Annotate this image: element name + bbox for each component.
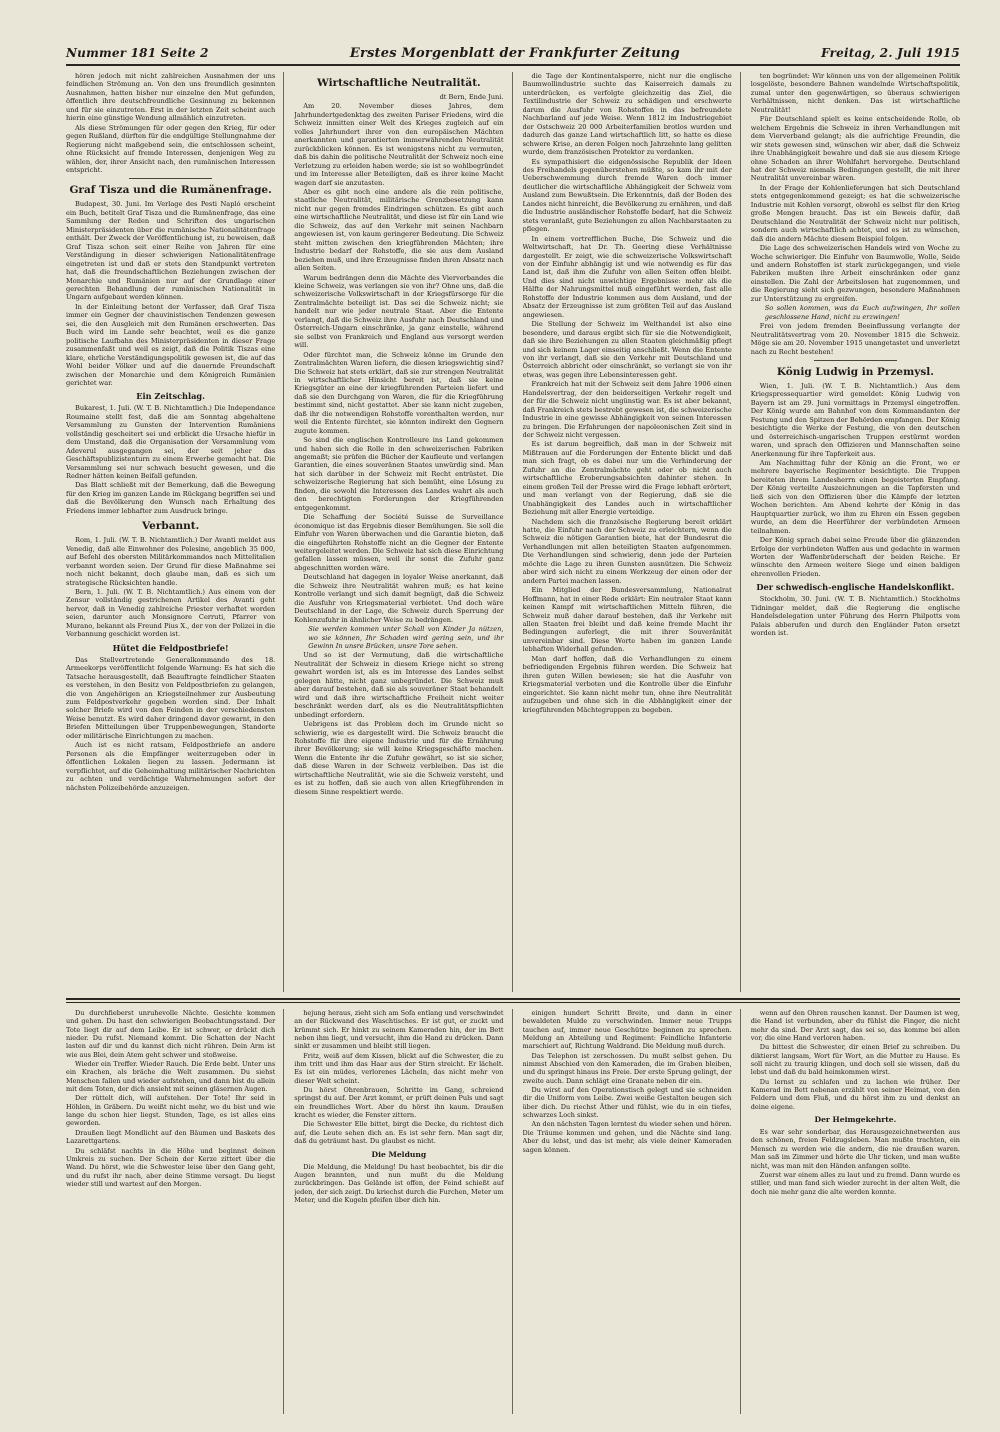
main-columns	[66, 72, 960, 992]
masthead	[66, 46, 960, 66]
headline-wirtschaft: Wirtschaftliche Neutralität.	[317, 77, 481, 89]
paragraph: Aber es gibt noch eine andere als die rein politische, staatliche Neutralität, militärische Grenzbesetzung kann nicht nur gegen fremdes Eindringen schützen. Es gibt auch eine wirtschaftliche Neutralität, und diese ist für ein Land wie die Schweiz, das auf den Verkehr mit seinen Nachbarn angewiesen ist, von kaum geringerer Bedeutung. Die Schweiz steht mitten zwischen den kriegführenden Mächten; ihre Industrie bedarf der Rohstoffe, die sie aus dem Ausland beziehen muß, und ihre Erzeugnisse finden ihren Absatz nach allen Seiten.	[294, 187, 504, 273]
paragraph: Stockholm, 30. Juni. (W. T. B. Nichtamtlich.) Stockholms Tidningar meldet, daß die Regierung die englische Handelsdelegation unter Führung des Herrn Philpotts vom Palais abberufen und durch den Engländer Paton ersetzt worden ist.	[750, 595, 960, 638]
feuilleton-column-4	[751, 1009, 960, 1414]
paragraph: Die Stellung der Schweiz im Welthandel ist also eine besondere, und daraus ergibt sich für sie die Notwendigkeit, daß sie ihre Beziehungen zu allen Staaten gleichmäßig pflegt und sich keinem Lager einseitig anschließt. Wenn die Entente von ihr verlangt, daß sie den Verkehr mit Deutschland und Österreich abbricht oder einschränkt, so verlangt sie von ihr etwas, was gegen ihre Lebensinteressen geht.	[522, 320, 732, 379]
paragraph: ten begründet: Wir können uns von der allgemeinen Politik losgelöste, besondere Bahnen wandelnde Wirtschaftspolitik, zumal unter den gegenwärtigen, so überaus schwierigen Verhältnissen, nicht denken. Das ist wirtschaftliche Neutralität!	[750, 72, 960, 114]
paragraph: Der König sprach dabei seine Freude über die glänzenden Erfolge der verbündeten Waffen aus und gedachte in warmen Worten der Waffenbrüderschaft der beiden Reiche. Er wünschte den Armeen weitere Siege und einen baldigen ehrenvollen Frieden.	[750, 536, 960, 578]
feuilleton-divider	[66, 998, 960, 1003]
paragraph: hejung heraus, zieht sich am Sofa entlang und verschwindet an der Rückwand des Waschtisches. Er ist gut, er zuckt und krümmt sich. Er hinkt zu seinem Kameraden hin, der im Bett neben ihm liegt, und versucht, ihm die Hand zu drücken. Dann sinkt er zusammen und bleibt still liegen.	[294, 1009, 504, 1051]
issue-number: Nummer 181 Seite 2	[66, 46, 209, 60]
feuilleton-column-1	[66, 1009, 284, 1414]
paragraph: Du schläfst nachts in die Höhe und beginnst deinen Umkreis zu suchen. Der Schein der Kerze zittert über die Wand. Du hörst, wie die Schwester leise über den Gang geht, und du rufst ihr nach, aber deine Stimme versagt. Du liegst wieder still und wartest auf den Morgen.	[66, 1146, 276, 1188]
paragraph: Wien, 1. Juli. (W. T. B. Nichtamtlich.) Aus dem Kriegspressequartier wird gemeldet: König Ludwig von Bayern ist am 29. Juni vormittags in Przemysl eingetroffen. Der König wurde am Bahnhof von dem Kommandanten der Festung und den Spitzen der Behörden empfangen. Der König besichtigte die Werke der Festung, die von den deutschen und österreichisch-ungarischen Truppen erstürmt worden waren, und sprach den Offizieren und Mannschaften seine Anerkennung für ihre Tapferkeit aus.	[750, 381, 960, 458]
paragraph: einigen hundert Schritt Breite, und dann in einer bewaldeten Mulde zu verschwinden. Immer neue Trupps tauchen auf, immer neue Geschütze beginnen zu sprechen. Meldung an Abteilung und Regiment: Feindliche Infanterie marschiert auf, Richtung Waldrand. Die Meldung muß durch.	[522, 1009, 732, 1051]
paragraph: Du hörst Ohrenbrauen, Schritte im Gang, schreiend springst du auf. Der Arzt kommt, er prüft deinen Puls und sagt ein freundliches Wort. Aber du hörst ihn kaum. Draußen kracht es wieder, die Fenster zittern.	[294, 1086, 504, 1120]
byline: dt Bern, Ende Juni.	[439, 93, 504, 101]
paragraph: Die Schwester Elle bittet, birgt die Decke, du richtest dich auf, die Leute sehen dich an. Es ist sehr fern. Man sagt dir, daß du geträumt hast. Du glaubst es nicht.	[294, 1120, 504, 1146]
paragraph: Draußen liegt Mondlicht auf den Bäumen und Baskets des Lazarettgartens.	[66, 1128, 276, 1146]
paragraph: Du durchfieberst unruhevolle Nächte. Gesichte kommen und gehen. Du hast den schwierigen Beobachtungsstand. Der Tote liegt dir auf dem Leibe. Er ist schwer, er drückt dich nieder. Du rufst. Niemand kommt. Die Schatten der Nacht lasten auf dir und du kannst dich nicht rühren. Dein Arm ist wie aus Blei, dein Atem geht schwer und stoßweise.	[66, 1009, 276, 1059]
column-3	[523, 72, 741, 992]
paragraph: Man darf hoffen, daß die Verhandlungen zu einem befriedigenden Ergebnis führen werden. Die Schweiz hat ihren guten Willen bewiesen; sie hat die Ausfuhr von Kriegsmaterial verboten und die Kontrolle über die Einfuhr eingerichtet. Sie kann nicht mehr tun, ohne ihre Neutralität aufzugeben und ohne sich in die Abhängigkeit einer der kriegführenden Mächtegruppen zu begeben.	[522, 654, 732, 714]
paragraph: Bern, 1. Juli. (W. T. B. Nichtamtlich.) Aus einem von der Zensur vollständig gestrichenen Artikel des Avanti geht hervor, daß in Venedig zahlreiche Priester verhaftet worden seien, darunter auch Monsignore Cerruti, Pfarrer von Murano, bekannt als Freund Pius X., der von der Polizei in die Verbannung geschickt worden ist.	[66, 588, 276, 639]
paragraph: Oder fürchtet man, die Schweiz könne im Grunde den Zentralmächten Waren liefern, die diesen kriegswichtig sind? Die Schweiz hat stets erklärt, daß sie zur strengen Neutralität in wirtschaftlicher Hinsicht bereit ist, daß sie keine Kriegsgüter an eine der kriegführenden Parteien liefert und daß sie den Durchgang von Waren, die für die Kriegführung bestimmt sind, nicht gestattet. Aber sie kann nicht zugeben, daß ihr die notwendigen Rohstoffe vorenthalten werden, nur weil die Entente fürchtet, sie könnten indirekt den Gegnern zugute kommen.	[294, 350, 504, 435]
paragraph: Der rüttelt dich, will aufstehen. Der Tote! Ihr seid in Höhlen, in Gräbern. Du weißt nicht mehr, wo du bist und wie lange du schon hier liegst. Stunden, Tage, es ist alles eins geworden.	[66, 1094, 276, 1128]
paragraph: In einem vortrefflichen Buche, Die Schweiz und die Weltwirtschaft, hat Dr. Th. Geering diese Verhältnisse dargestellt. Er zeigt, wie die schweizerische Volkswirtschaft von der Einfuhr abhängig ist und wie notwendig es für das Land ist, daß ihm die Zufuhr von allen Seiten offen bleibt. Und dies sind nicht unwichtige Ergebnisse: mehr als die Hälfte der Nahrungsmittel muß eingeführt werden, fast alle Rohstoffe der Industrie kommen aus dem Ausland, und der Absatz der Erzeugnisse ist zum größten Teil auf das Ausland angewiesen.	[522, 234, 732, 319]
paragraph: Budapest, 30. Juni. Im Verlage des Pesti Napló erscheint ein Buch, betitelt Graf Tisza und die Rumänenfrage, das eine Sammlung der Reden und Schriften des ungarischen Ministerpräsidenten über die rumänische Nationalitätenfrage enthält. Der Zweck der Veröffentlichung ist, zu beweisen, daß Graf Tisza schon seit einer Reihe von Jahren für eine Verständigung in dieser schwierigen Nationalitätenfrage eingetreten ist und daß er stets den Standpunkt vertreten hat, daß die freundschaftlichen Beziehungen zwischen der Monarchie und Rumänien nur auf der Grundlage einer gerechten Behandlung der rumänischen Nationalität in Ungarn aufgebaut werden können.	[66, 200, 276, 302]
headline-schwedisch: Der schwedisch-englische Handelskonflikt.	[756, 582, 955, 593]
feuilleton-columns	[66, 1009, 960, 1414]
paper-title: Erstes Morgenblatt der Frankfurter Zeitung	[349, 46, 680, 61]
feuilleton-column-3	[523, 1009, 741, 1414]
headline-tisza: Graf Tisza und die Rumänenfrage.	[69, 184, 272, 197]
paragraph: Am Nachmittag fuhr der König an die Front, wo er mehrere bayerische Regimenter besichtigte. Die Truppen bereiteten ihrem Landesherrn einen begeisterten Empfang. Der König verteilte Auszeichnungen an die Tapfersten und ließ sich von den Offizieren über die Kämpfe der letzten Wochen berichten. Am Abend kehrte der König in das Hauptquartier zurück, wo ihm zu Ehren ein Essen gegeben wurde, an dem die Heerführer der verbündeten Armeen teilnahmen.	[750, 459, 960, 535]
paragraph: Wieder ein Treffer. Wieder Rauch. Die Erde bebt. Unter uns ein Krachen, als bräche die Welt zusammen. Du siehst Menschen fallen und wieder aufstehen, und dann bist du allein mit dem Toten, der dich ansieht mit seinen gläsernen Augen.	[66, 1060, 276, 1094]
paragraph: Frei von jedem fremden Beeinflussung verlangte der Neutralitätsvertrag vom 20. November 1815 die Schweiz. Möge sie am 20. November 1915 unangetastet und unverletzt nach zu Recht bestehen!	[750, 322, 960, 356]
headline-heimgekehrte: Der Heimgekehrte.	[814, 1115, 897, 1125]
paragraph: Du bittest die Schwester, dir einen Brief zu schreiben. Du diktierst langsam, Wort für Wort, an die Mutter zu Hause. Es soll nicht zu traurig klingen, und doch soll sie wissen, daß du lebst und daß du bald heimkommen wirst.	[750, 1043, 960, 1077]
paragraph: die Tage der Kontinentalsperre, nicht nur die englische Baumwollindustrie suchte das Kaiserreich damals zu unterdrücken, es verfolgte gleichzeitig das Ziel, die Textilindustrie der Schweiz zu schädigen und erschwerte darum die Ausfuhr von Rohstoffen in das befreundete Nachbarland auf jede Weise. Wenn 1812 im Industriegebiet der Ostschweiz 20 000 Arbeiterfamilien brotlos wurden und dadurch das ganze Land wirtschaftlich litt, so hatte es diese schwere Krise, an deren Folgen noch Jahrzehnte lang gelitten wurde, dem französischen Protektor zu verdanken.	[522, 72, 732, 157]
paragraph: Die Lage des schweizerischen Handels wird von Woche zu Woche schwieriger. Die Einfuhr von Baumwolle, Wolle, Seide und andern Rohstoffen ist stark zurückgegangen, und viele Fabriken mußten ihre Arbeit einschränken oder ganz einstellen. Die Zahl der Arbeitslosen hat zugenommen, und die Regierung sieht sich gezwungen, besondere Maßnahmen zur Unterstützung zu ergreifen.	[750, 244, 960, 303]
headline-feldpost: Hütet die Feldpostbriefe!	[112, 642, 229, 653]
paragraph: Die Meldung, die Meldung! Du hast beobachtet, bis dir die Augen brannten, und nun mußt du die Meldung zurückbringen. Das Gelände ist offen, der Feind schießt auf jeden, der sich zeigt. Du kriechst durch die Furchen, Meter um Meter, und die Kugeln pfeifen über dich hin.	[294, 1162, 504, 1204]
paragraph: wenn auf den Ohren rauschen kannst. Der Daumen ist weg, die Hand ist verbunden, aber du fühlst die Finger, die nicht mehr da sind. Der Arzt sagt, das sei so, das komme bei allen vor, die eine Hand verloren haben.	[750, 1009, 960, 1043]
paragraph: Für Deutschland spielt es keine entscheidende Rolle, ob welchem Ergebnis die Schweiz in ihren Verhandlungen mit dem Vierverband gelangt; als die aufrichtige Freundin, die wir stets gewesen sind, wünschen wir aber, daß die Schweiz ihre Unabhängigkeit bewahre und daß sie aus diesem Kriege ohne Schaden an ihrer Wohlfahrt hervorgehe. Deutschland hat der Schweiz niemals Bedingungen gestellt, die mit ihrer Neutralität unvereinbar wären.	[750, 115, 960, 183]
paragraph: Ein Mitglied der Bundesversammlung, Nationalrat Hoffmann, hat in einer Rede erklärt: Ein neutraler Staat kann keinen Kampf mit wirtschaftlichen Mitteln führen, die Schweiz muß daher darauf bestehen, daß ihr Verkehr mit allen Staaten frei bleibt und daß keine fremde Macht ihr Bedingungen auferlegt, die mit ihrer Souveränität unvereinbar sind. Diese Worte haben im ganzen Lande lebhaften Widerhall gefunden.	[522, 586, 732, 654]
divider	[814, 360, 898, 361]
headline-ludwig: König Ludwig in Przemysl.	[776, 365, 934, 378]
headline-verbannt: Verbannt.	[141, 520, 200, 533]
paragraph: In der Frage der Kohlenlieferungen hat sich Deutschland stets entgegenkommend gezeigt; es hat die schweizerische Industrie mit Kohlen versorgt, obwohl es selbst für den Krieg große Mengen braucht. Das ist ein Beweis dafür, daß Deutschland die Neutralität der Schweiz nicht nur politisch, sondern auch wirtschaftlich achtet, und es ist zu wünschen, daß die andern Mächte diesem Beispiel folgen.	[750, 183, 960, 243]
paragraph: Frankreich hat mit der Schweiz seit dem Jahre 1906 einen Handelsvertrag, der den beiderseitigen Verkehr regelt und der für die Schweiz nicht ungünstig war. Es ist aber bekannt, daß Frankreich stets bestrebt gewesen ist, die schweizerische Industrie in eine gewisse Abhängigkeit von seinen Interessen zu bringen. Die Erfahrungen der napoleonischen Zeit sind in der Schweiz nicht vergessen.	[522, 380, 732, 440]
verse: So sollen kommen, was da Euch aufzwingen, Ihr sollen geschlossene Hand, nicht zu erzwingen!	[764, 304, 960, 321]
paragraph: hören jedoch mit nicht zahlreichen Ausnahmen der uns feindlichen Strömung an. Von den uns freundlich gesinnten Ausnahmen, hatten bisher nur einzelne den Mut gefunden, öffentlich ihre deutschfreundliche Gesinnung zu bekennen und für sie einzutreten. Erst in der letzten Zeit scheint auch hierin eine günstige Wendung allmählich einzutreten.	[66, 72, 276, 123]
paragraph: Du wirst auf den Operationstisch gelegt und sie schneiden dir die Uniform vom Leibe. Zwei weiße Gestalten beugen sich über dich. Du riechst Äther und fühlst, wie du in ein tiefes, schwarzes Loch sinkst.	[522, 1086, 732, 1120]
paragraph: So sind die englischen Kontrolleure ins Land gekommen und haben sich die Rolle in den schweizerischen Fabriken angemaßt; sie prüfen die Bücher der Kaufleute und verlangen Garantien, die eines souveränen Staates unwürdig sind. Man hat sich darüber in der Schweiz mit Recht entrüstet. Die schweizerische Regierung hat sich bemüht, eine Lösung zu finden, die sowohl die Interessen des Landes wahrt als auch den berechtigten Forderungen der Kriegführenden entgegenkommt.	[294, 436, 504, 512]
paragraph: Das Blatt schließt mit der Bemerkung, daß die Bewegung für den Krieg im ganzen Lande im Rückgang begriffen sei und daß die Bevölkerung den Wunsch nach Erhaltung des Friedens immer lebhafter zum Ausdruck bringe.	[66, 481, 276, 515]
paragraph: Es war sehr sonderbar, das Herausgezeichnetwerden aus den schönen, freien Feldzugsleben. Man mußte trachten, ein Mensch zu werden wie die andern, die nie draußen waren. Man saß im Zimmer und hörte die Uhr ticken, und man wußte nicht, was man mit den Händen anfangen sollte.	[750, 1128, 960, 1170]
column-2	[294, 72, 512, 992]
paragraph: In der Einleitung betont der Verfasser, daß Graf Tisza immer ein Gegner der chauvinistischen Tendenzen gewesen sei, die den Ausgleich mit den Rumänen erschwerten. Das Buch wird im Lande sehr beachtet, weil es die ganze politische Laufbahn des Ministerpräsidenten in dieser Frage zusammenfaßt und weil es zeigt, daß die Politik Tiszas eine klare, ehrliche Verständigungspolitik gewesen ist, die auf das Wohl beider Völker und auf die dauernde Freundschaft zwischen der Monarchie und dem Königreich Rumänien gerichtet war.	[66, 302, 276, 387]
divider	[129, 178, 213, 179]
paragraph: Und so ist der Vermutung, daß die wirtschaftliche Neutralität der Schweiz in diesem Kriege nicht so streng gewahrt worden ist, als es im Interesse des Landes selbst gelegen hätte, nicht ganz unbegründet. Die Schweiz muß aber darauf bestehen, daß sie als souveräner Staat behandelt wird und daß ihre wirtschaftliche Freiheit nicht weiter beschränkt werden darf, als es die Neutralitätspflichten unbedingt erfordern.	[294, 651, 504, 719]
paragraph: Warum bedrängen denn die Mächte des Vierverbandes die kleine Schweiz, was verlangen sie von ihr? Ohne uns, daß die schweizerische Volkswirtschaft in der Kriegsfürsorge für die Zentralmächte beteiligt ist. Das sei die Schweiz nicht; sie handelt nur wie jeder neutrale Staat. Aber die Entente verlangt, daß die Schweiz ihre Ausfuhr nach Deutschland und Österreich-Ungarn einschränke, ja ganz einstelle, während sie selbst von Frankreich und England aus versorgt werden will.	[294, 273, 504, 350]
paragraph: Uebrigens ist das Problem doch im Grunde nicht so schwierig, wie es dargestellt wird. Die Schweiz braucht die Rohstoffe für ihre eigene Industrie und für die Ernährung ihrer Bevölkerung; sie will keine Kriegsgeschäfte machen. Wenn die Entente ihr die Zufuhr gewährt, so ist sie sicher, daß diese Waren in der Schweiz verbleiben. Das ist die wirtschaftliche Neutralität, wie sie die Schweiz versteht, und es ist zu hoffen, daß sie auch von allen Kriegführenden in diesem Sinne respektiert werde.	[294, 720, 504, 796]
paragraph: Nachdem sich die französische Regierung bereit erklärt hatte, die Einfuhr nach der Schweiz zu erleichtern, wenn die Schweiz die nötigen Garantien biete, hat der Bundesrat die Verhandlungen mit allen beteiligten Staaten aufgenommen. Die Verhandlungen sind schwierig, denn jede der Parteien möchte die Lage zu ihren Gunsten ausnützen. Die Schweiz aber wird sich nicht zu einem Werkzeug der einen oder der andern Partei machen lassen.	[522, 517, 732, 585]
paragraph: Fritz, weiß auf dem Kissen, blickt auf die Schwester, die zu ihm tritt und ihm das Haar aus der Stirn streicht. Er lächelt. Es ist ein müdes, verlorenes Lächeln, das nicht mehr von dieser Welt scheint.	[294, 1051, 504, 1085]
paragraph: Die Schaffung der Société Suisse de Surveillance économique ist das Ergebnis dieser Bemühungen. Sie soll die Einfuhr von Waren überwachen und die Garantie bieten, daß die eingeführten Rohstoffe nicht an die Gegner der Entente weitergeleitet werden. Die Schweiz hat sich diese Einrichtung gefallen lassen müssen, weil ihr sonst die Zufuhr ganz abgeschnitten worden wäre.	[294, 513, 504, 572]
paragraph: Rom, 1. Juli. (W. T. B. Nichtamtlich.) Der Avanti meldet aus Venedig, daß alle Einwohner des Polesine, angeblich 35 000, auf Befehl des obersten Militärkommandos nach Mittelitalien verbannt worden seien. Der Grund für diese Maßnahme sei noch nicht bekannt, doch glaube man, daß es sich um strategische Rücksichten handle.	[66, 536, 276, 587]
paragraph: An den nächsten Tagen lerntest du wieder sehen und hören. Die Träume kommen und gehen, und die Nächte sind lang. Aber du lebst, und das ist mehr, als viele deiner Kameraden sagen können.	[522, 1120, 732, 1154]
paragraph: Am 20. November dieses Jahres, dem Jahrhundertgedenktag des zweiten Pariser Friedens, wird die Schweiz inmitten einer Welt des Krieges zugleich auf ein volles Jahrhundert ihrer von den europäischen Mächten anerkannten und garantierten immerwährenden Neutralität zurückblicken können. Es ist wenigstens nicht zu vermuten, daß bis dahin die politische Neutralität der Schweiz noch eine Verletzung zu erleiden haben werde; sie ist so wohlbegründet und im Interesse aller Beteiligten, daß es ihrer keine Macht wagen darf sie anzutasten.	[294, 102, 504, 187]
paragraph: Das Telephon ist zerschossen. Du mußt selbst gehen. Du nimmst Abschied von den Kameraden, die im Graben bleiben, und du springst hinaus ins Freie. Der erste Sprung gelingt, der zweite auch. Dann schlägt eine Granate neben dir ein.	[522, 1051, 732, 1085]
issue-date: Freitag, 2. Juli 1915	[821, 46, 960, 60]
paragraph: Zuerst war einem alles zu laut und zu fremd. Dann wurde es stiller, und man fand sich wieder zurecht in der alten Welt, die doch nie mehr ganz die alte werden konnte.	[750, 1170, 960, 1196]
paragraph: Auch ist es nicht ratsam, Feldpostbriefe an andere Personen als die Empfänger weiterzugeben oder in öffentlichen Lokalen liegen zu lassen. Jedermann ist verpflichtet, auf die Geheimhaltung militärischer Nachrichten zu achten und verdächtige Wahrnehmungen sofort der nächsten Polizeibehörde anzuzeigen.	[66, 741, 276, 792]
paragraph: Das Stellvertretende Generalkommando des 18. Armeekorps veröffentlicht folgende Warnung: Es hat sich die Tatsache herausgestellt, daß Beauftragte feindlicher Staaten es verstehen, in den Besitz von Feldpostbriefen zu gelangen, die von Angehörigen an Kriegsteilnehmer zur Ausbeutung zum Feldpostverkehr gegeben worden sind. Der Inhalt solcher Briefe wird von den Feinden in der verschiedensten Weise benutzt. Es wird daher dringend davor gewarnt, in den Briefen Mitteilungen über Truppenbewegungen, Standorte oder militärische Einrichtungen zu machen.	[66, 655, 276, 740]
paragraph: Es sympathisiert die eidgenössische Republik der Ideen des Freihandels gegenüberstehen müßte, so kam ihr mit der Ueberschwemmung durch fremde Waren doch immer deutlicher die wirtschaftliche Abhängigkeit der Schweiz vom Ausland zum Bewußtsein. Die Erkenntnis, daß der Boden des Landes nicht hinreicht, die Bevölkerung zu ernähren, und daß die Industrie ausländischer Rohstoffe bedarf, hat die Schweiz stets veranlaßt, gute Beziehungen zu allen Nachbarstaaten zu pflegen.	[522, 157, 732, 234]
feuilleton-column-2	[294, 1009, 512, 1414]
column-1	[66, 72, 284, 992]
verse: Sie werden kommen unter Schall von Kinder Ja nützen, wo sie können, Ihr Schaden wird gering sein, und ihr Gewinn In unsre Brücken, unsre Tore sehen.	[308, 625, 504, 650]
paragraph: Deutschland hat dagegen in loyaler Weise anerkannt, daß die Schweiz ihre Neutralität wahren muß; es hat keine Kontrolle verlangt und sich damit begnügt, daß die Schweiz die Ausfuhr von Kriegsmaterial verbietet. Und doch wäre Deutschland in der Lage, die Schweiz durch Sperrung der Kohlenzufuhr in ähnlicher Weise zu bedrängen.	[294, 573, 504, 624]
column-4	[751, 72, 960, 992]
headline-meldung: Die Meldung	[371, 1149, 427, 1159]
paragraph: Als diese Strömungen für oder gegen den Krieg, für oder gegen Rußland, dürften für die endgültige Stellungnahme der Regierung nicht maßgebend sein, die entschlossen scheint, ohne Rücksicht auf fremde Interessen, denjenigen Weg zu wählen, der, ihrer Ansicht nach, den rumänischen Interessen entspricht.	[66, 123, 276, 174]
headline-zeitschlag: Ein Zeitschlag.	[136, 391, 206, 402]
paragraph: Du lernst zu schlafen und zu lachen wie früher. Der Kamerad im Bett nebenan erzählt von seiner Heimat, von den Feldern und dem Fluß, und du hörst ihm zu und denkst an deine eigene.	[750, 1077, 960, 1111]
paragraph: Bukarest, 1. Juli. (W. T. B. Nichtamtlich.) Die Independance Roumaine stellt fest, daß die am Sonntag abgehaltene Versammlung zu Gunsten der Intervention Rumäniens vollständig gescheitert sei und erblickt die Ursache hiefür in dem Umstand, daß die Organisation der Versammlung vom Adeverul ausgegangen sei, der seit jeher das Geschäftspublizistenturn zu einem Erwerbe gemacht hat. Die Versammlung sei nur schwach besucht gewesen, und die Redner hätten keinen Beifall gefunden.	[66, 404, 276, 481]
paragraph: Es ist darum begreiflich, daß man in der Schweiz mit Mißtrauen auf die Forderungen der Entente blickt und daß man sich fragt, ob es dabei nur um die Verhinderung der Zufuhr an die Zentralmächte geht oder ob nicht auch wirtschaftliche Eroberungsabsichten dahinter stehen. In einem großen Teil der Presse wird die Frage lebhaft erörtert, und man verlangt von der Regierung, daß sie die Unabhängigkeit des Landes auch in wirtschaftlicher Beziehung mit aller Energie verteidige.	[522, 440, 732, 517]
